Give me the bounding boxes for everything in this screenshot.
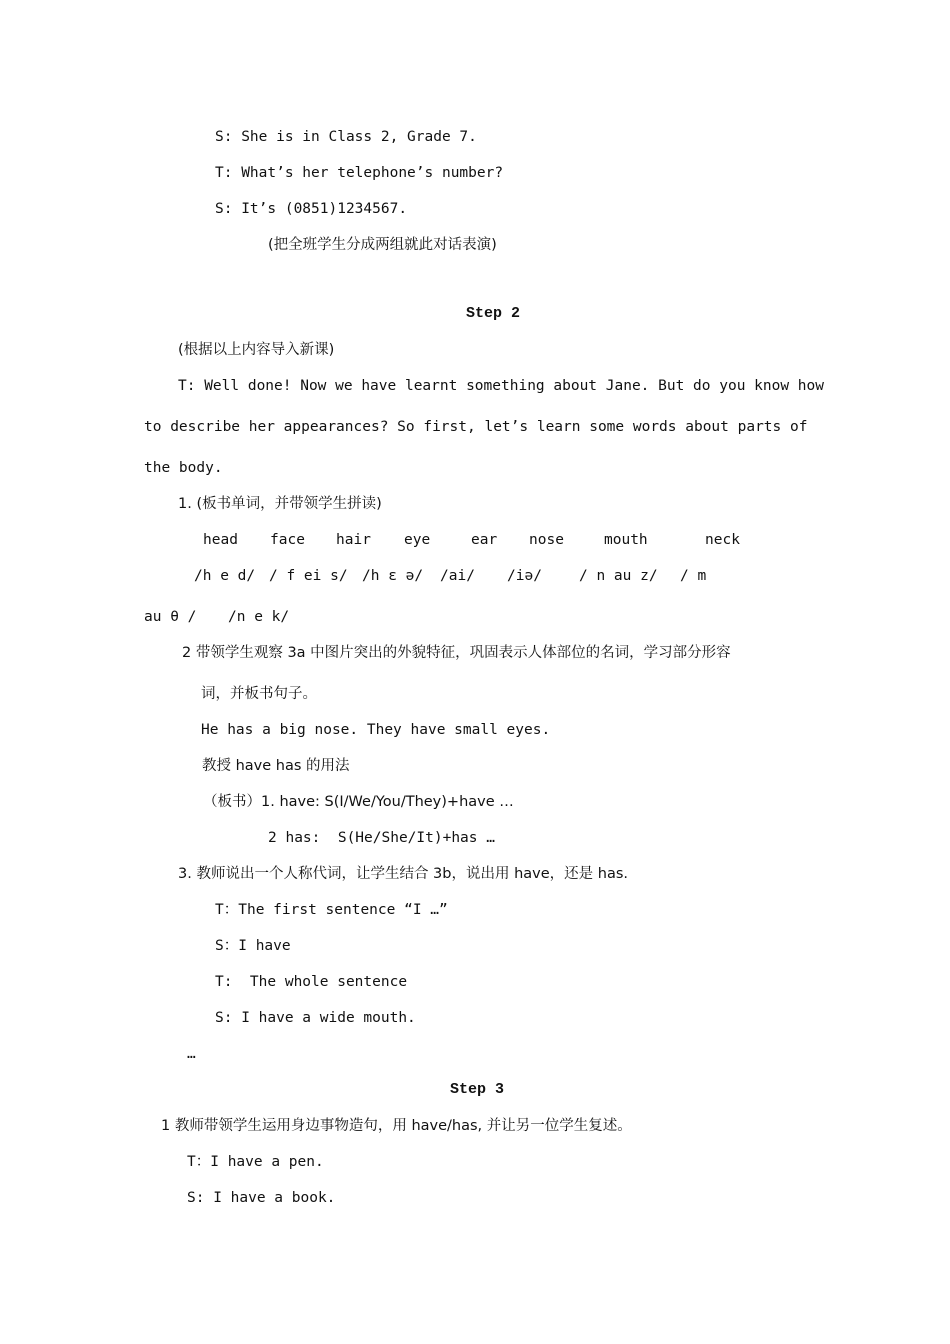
list-item-continuation: 词，并板书句子。 <box>201 686 317 702</box>
instruction-note: (把全班学生分成两组就此对话表演) <box>268 237 497 253</box>
dialogue-line: S: She is in Class 2, Grade 7. <box>215 129 477 145</box>
vocab-word: mouth <box>604 532 648 548</box>
vocab-word: face <box>270 532 305 548</box>
paragraph-line: T: Well done! Now we have learnt something about Jane. But do you know how <box>178 378 825 394</box>
list-item: 3. 教师说出一个人称代词，让学生结合 3b，说出用 have，还是 has. <box>178 866 629 882</box>
dialogue-line: T: The whole sentence <box>215 974 408 990</box>
list-item: 2 带领学生观察 3a 中图片突出的外貌特征，巩固表示人体部位的名词，学习部分形容 <box>182 645 731 661</box>
list-item: 1. (板书单词，并带领学生拼读) <box>178 496 382 512</box>
vocab-word: head <box>203 532 238 548</box>
vocab-word: ear <box>471 532 498 548</box>
list-item: 1 教师带领学生运用身边事物造句，用 have/has, 并让另一位学生复述。 <box>161 1118 632 1134</box>
phonetic: / n au z/ <box>579 568 658 584</box>
step-lead: (根据以上内容导入新课) <box>178 342 335 358</box>
phonetic: au θ / <box>144 609 197 625</box>
dialogue-line: S: It’s (0851)1234567. <box>215 201 408 217</box>
step-heading: Step 3 <box>450 1081 505 1098</box>
phonetic: / m <box>680 568 707 584</box>
phonetic: /h ɛ ə/ <box>362 568 424 584</box>
vocab-word: hair <box>336 532 371 548</box>
step-heading: Step 2 <box>466 305 521 322</box>
dialogue-line: S：I have <box>215 938 291 954</box>
vocab-word: nose <box>529 532 564 548</box>
ellipsis: … <box>187 1046 196 1062</box>
phonetic: /ai/ <box>440 568 475 584</box>
dialogue-line: T：The first sentence “I …” <box>215 902 448 918</box>
board-line: 2 has: S(He/She/It)+has … <box>268 830 495 846</box>
vocab-word: neck <box>705 532 740 548</box>
board-line: （板书）1. have: S(I/We/You/They)+have … <box>203 794 514 810</box>
phonetic: /iə/ <box>507 568 542 584</box>
dialogue-line: S: I have a wide mouth. <box>215 1010 416 1026</box>
phonetic: /n e k/ <box>228 609 290 625</box>
vocab-word: eye <box>404 532 431 548</box>
phonetic: / f ei s/ <box>269 568 348 584</box>
paragraph-line: to describe her appearances? So first, let’s learn some words about parts of <box>144 419 808 435</box>
example-sentence: He has a big nose. They have small eyes. <box>201 722 551 738</box>
dialogue-line: S: I have a book. <box>187 1190 336 1206</box>
paragraph-line: the body. <box>144 460 223 476</box>
dialogue-line: T：I have a pen. <box>187 1154 324 1170</box>
dialogue-line: T: What’s her telephone’s number? <box>215 165 504 181</box>
teaching-note: 教授 have has 的用法 <box>202 758 350 774</box>
phonetic: /h e d/ <box>194 568 256 584</box>
